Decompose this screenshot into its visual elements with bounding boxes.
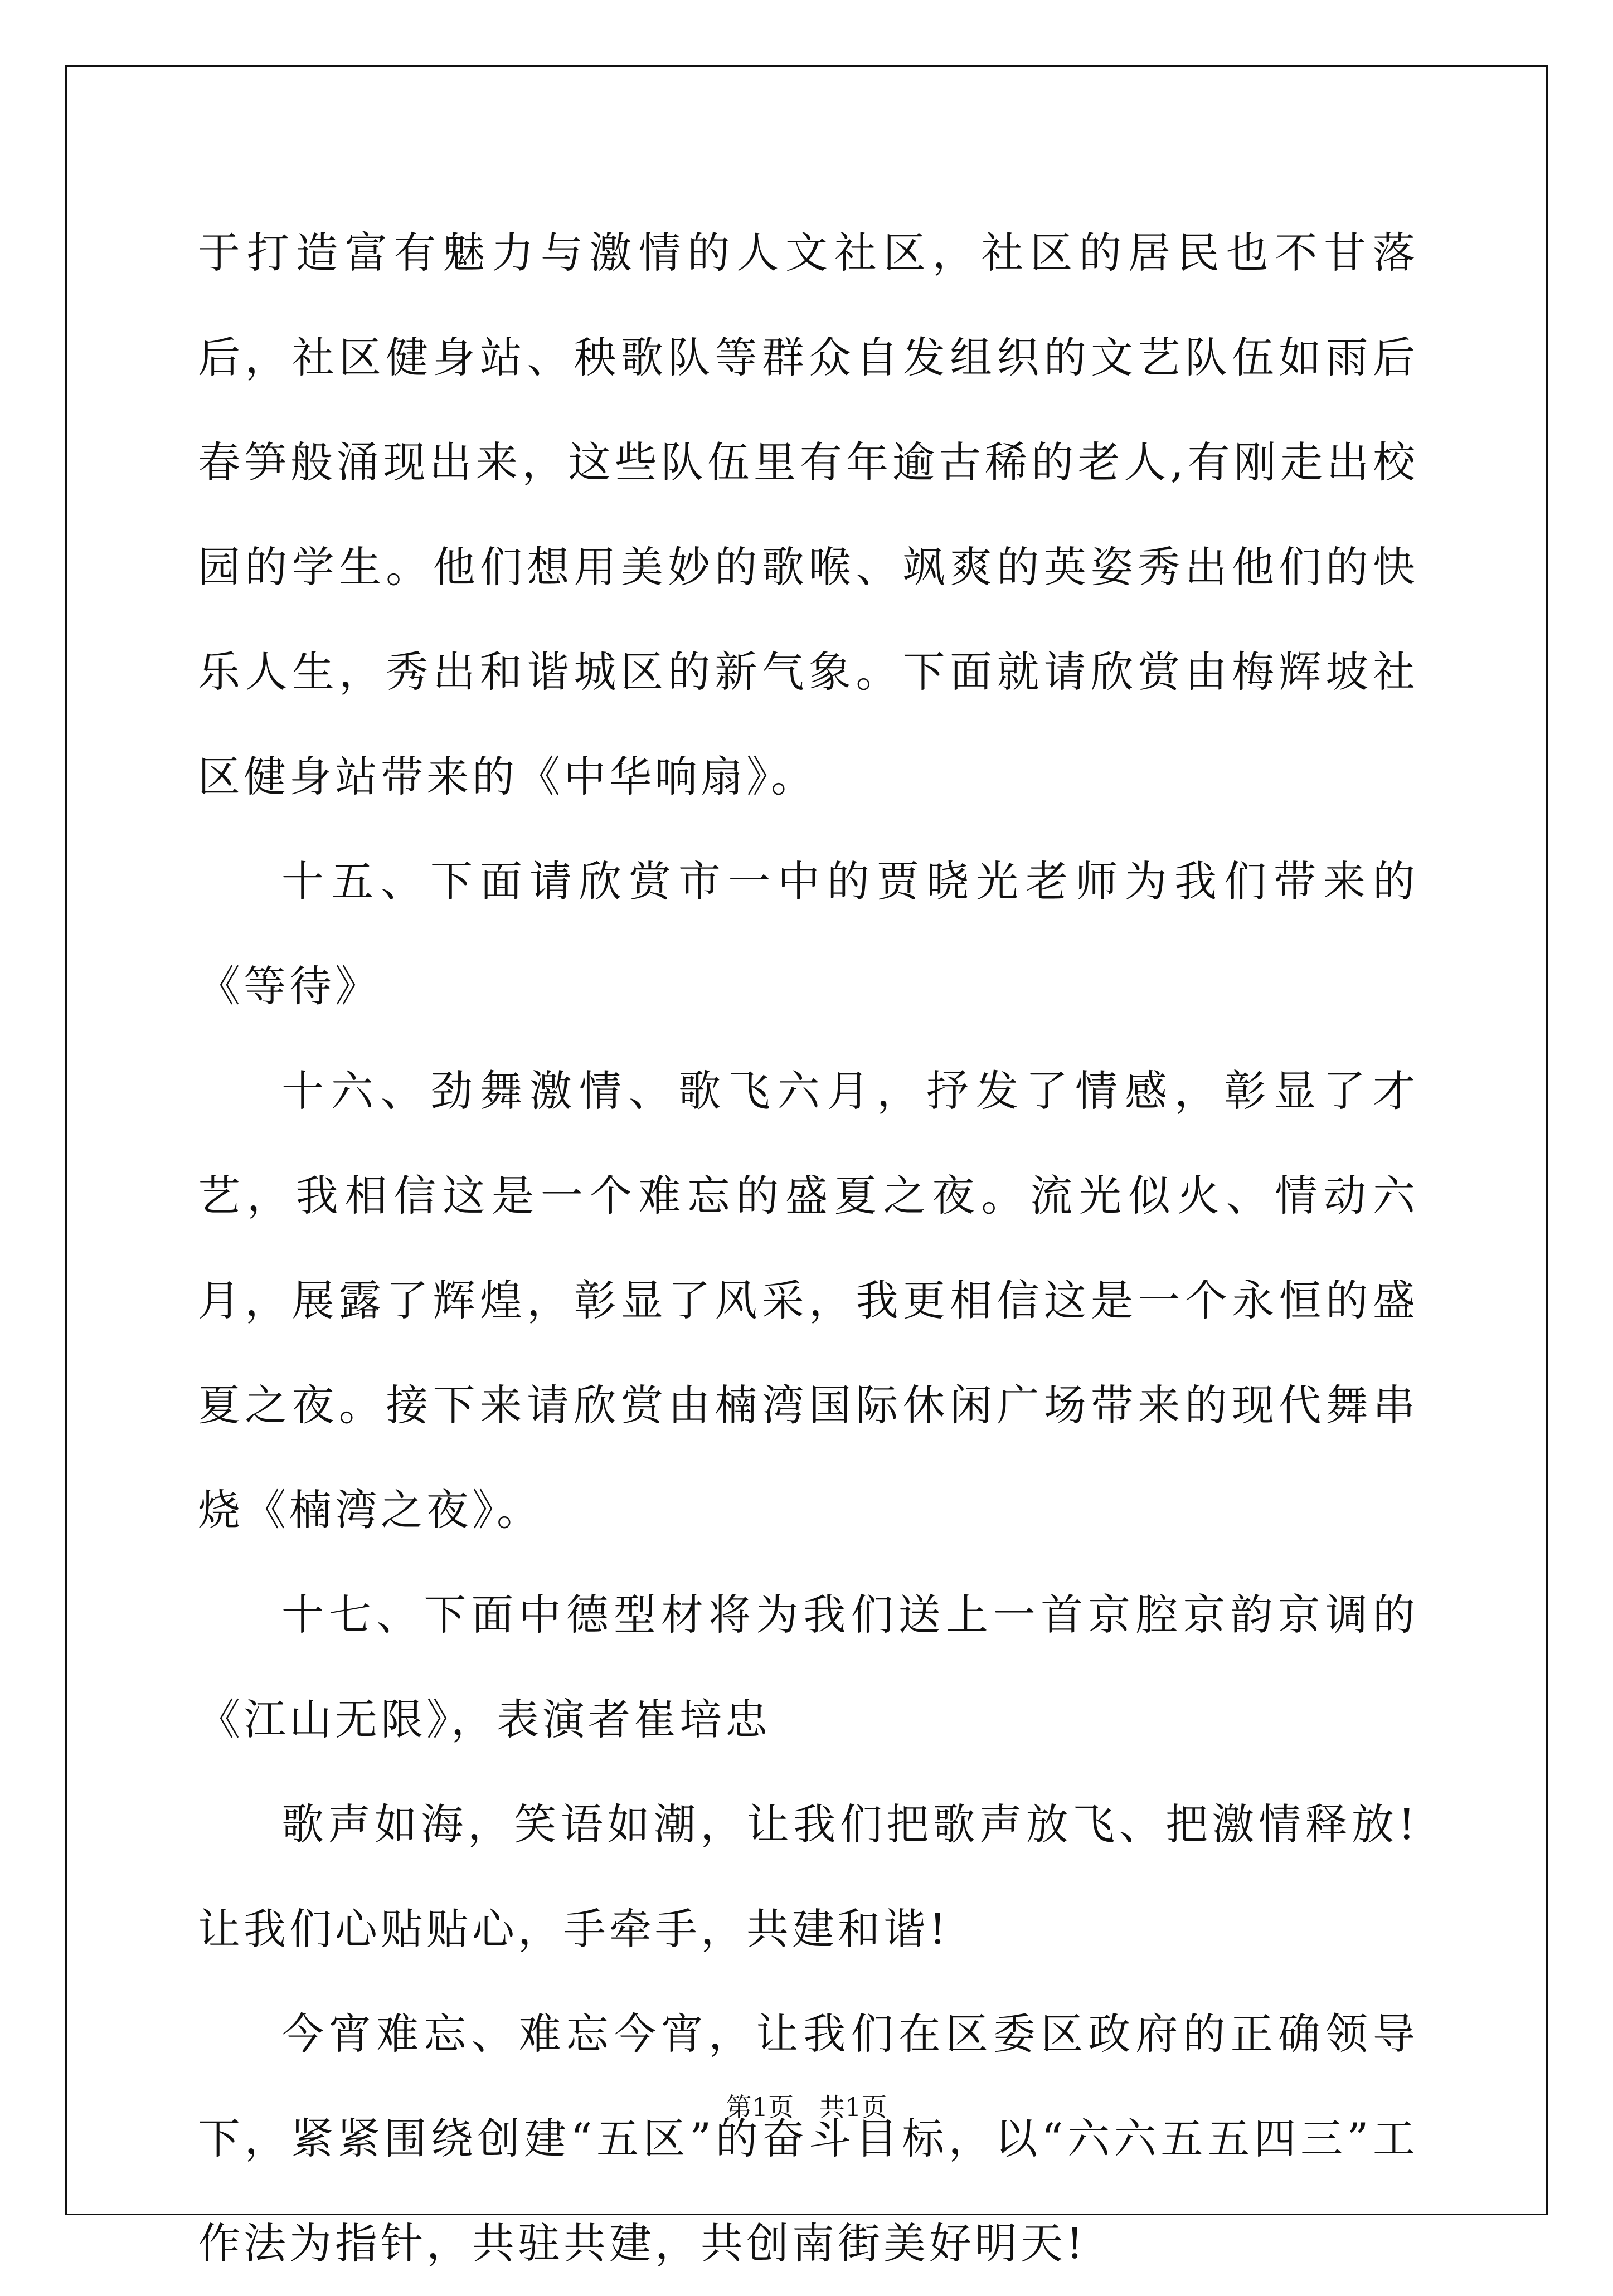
paragraph-5: 歌声如海，笑语如潮，让我们把歌声放飞、把激情释放!让我们心贴贴心，手牵手，共建和谐! (198, 1799, 1418, 1954)
document-body (198, 201, 1418, 2296)
page-number-footer: 第1页 共1页 (726, 2092, 887, 2122)
paragraph-1: 于打造富有魅力与激情的人文社区，社区的居民也不甘落后，社区健身站、秧歌队等群众自发组织的文艺队伍如雨后春笋般涌现出来，这些队伍里有年逾古稀的老人,有刚走出校园的学生。他们想用美妙的歌喉、飒爽的英姿秀出他们的快乐人生，秀出和谐城区的新气象。下面就请欣赏由梅辉坡社区健身站带来的《中华响扇》。 (198, 228, 1418, 801)
paragraph-3: 十六、劲舞激情、歌飞六月，抒发了情感，彰显了才艺，我相信这是一个难忘的盛夏之夜。流光似火、情动六月，展露了辉煌，彰显了风采，我更相信这是一个永恒的盛夏之夜。接下来请欣赏由楠湾国际休闲广场带来的现代舞串烧《楠湾之夜》。 (198, 1066, 1418, 1535)
paragraph-6: 今宵难忘、难忘今宵，让我们在区委区政府的正确领导下，紧紧围绕创建“五区”的奋斗目标，以“六六五五四三”工作法为指针，共驻共建，共创南街美好明天! (198, 2009, 1418, 2268)
paragraph-4: 十七、下面中德型材将为我们送上一首京腔京韵京调的《江山无限》，表演者崔培忠 (198, 1590, 1418, 1744)
paragraph-2: 十五、下面请欣赏市一中的贾晓光老师为我们带来的《等待》 (198, 857, 1418, 1011)
